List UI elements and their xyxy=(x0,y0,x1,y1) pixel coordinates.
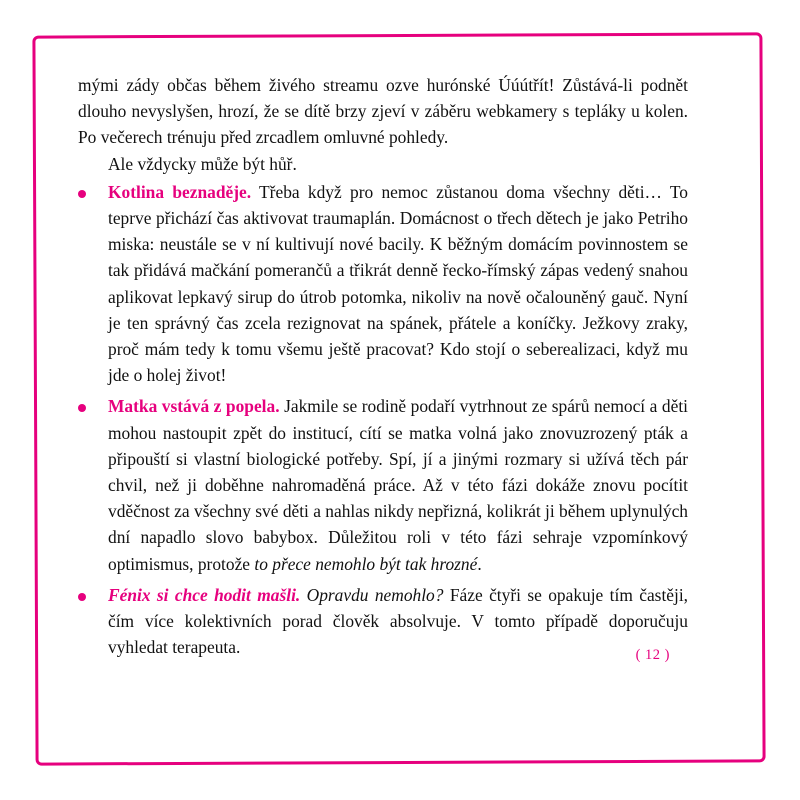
list-item xyxy=(78,393,688,576)
list-item-text-after: . xyxy=(477,553,482,574)
list-item-body xyxy=(108,582,688,661)
list-item-question: Opravdu nemohlo? xyxy=(300,584,444,605)
list-item-lead: Kotlina beznaděje. xyxy=(108,181,252,202)
list-item-text: Třeba když pro nemoc zůstanou doma všechny děti… To teprve přichází čas aktivovat traumaplán. Domácnost o třech dětech je jako Petriho miska: neustále se v ní kultivují nové bacily. K běžným domácím povinnostem se tak přidává mačkání pomerančů a třikrát denně řecko-římský zápas vedený snahou aplikovat lepkavý sirup do útrob potomka, nikoliv na nově očalouněný gauč. Nyní je ten správný čas zcela rezignovat na spánek, přátele a koníčky. Ježkovy zraky, proč mám tedy k tomu všemu ještě pracovat? Kdo stojí o seberealizaci, když mu jde o holej život! xyxy=(108,181,689,386)
list-item-lead: Fénix si chce hodit mašli. xyxy=(108,584,301,605)
bullet-dot-icon xyxy=(78,179,108,198)
list-item-lead: Matka vstává z popela. xyxy=(108,396,280,417)
list-item-text: Fáze čtyři se opakuje tím častěji, čím více kolektivních porad člověk absolvuje. V tomto případě doporučuju vyhledat terapeuta. xyxy=(108,584,689,658)
list-item xyxy=(78,582,688,661)
page-number: ( 12 ) xyxy=(635,647,670,663)
paragraph-opening: mými zády občas během živého streamu ozve hurónské Úúútřít! Zůstává-li podnět dlouho nevyslyšen, hrozí, že se dítě brzy zjeví v záběru webkamery s tepláky u kolen. Po večerech trénuju před zrcadlem omluvné pohledy. xyxy=(78,75,688,148)
bullet-dot-icon xyxy=(78,582,108,601)
list-item-emphasis: to přece nemohlo být tak hrozné xyxy=(254,553,478,574)
list-item-body xyxy=(108,393,688,576)
list-item-text: Jakmile se rodině podaří vytrhnout ze spárů nemocí a děti mohou nastoupit zpět do institucí, cítí se matka volná jako znovuzrozený pták a připouští si vlastní biologické potřeby. Spí, jí a jinými rozmary si užívá těch pár chvil, než ji doběhne nahromaděná práce. Až v této fázi dokáže znovu pocítit vděčnost za všechny své děti a nahlas nikdy nepřizná, kolikrát ji během uplynulých dní napadlo slovo babybox. Důležitou roli v této fázi sehraje vzpomínkový optimismus, protože xyxy=(108,396,689,574)
list-item xyxy=(78,179,688,389)
paragraph-transition: Ale vždycky může být hůř. xyxy=(108,153,297,174)
page-content xyxy=(78,72,688,712)
bullet-dot-icon xyxy=(78,393,108,412)
list-item-body xyxy=(108,179,688,389)
